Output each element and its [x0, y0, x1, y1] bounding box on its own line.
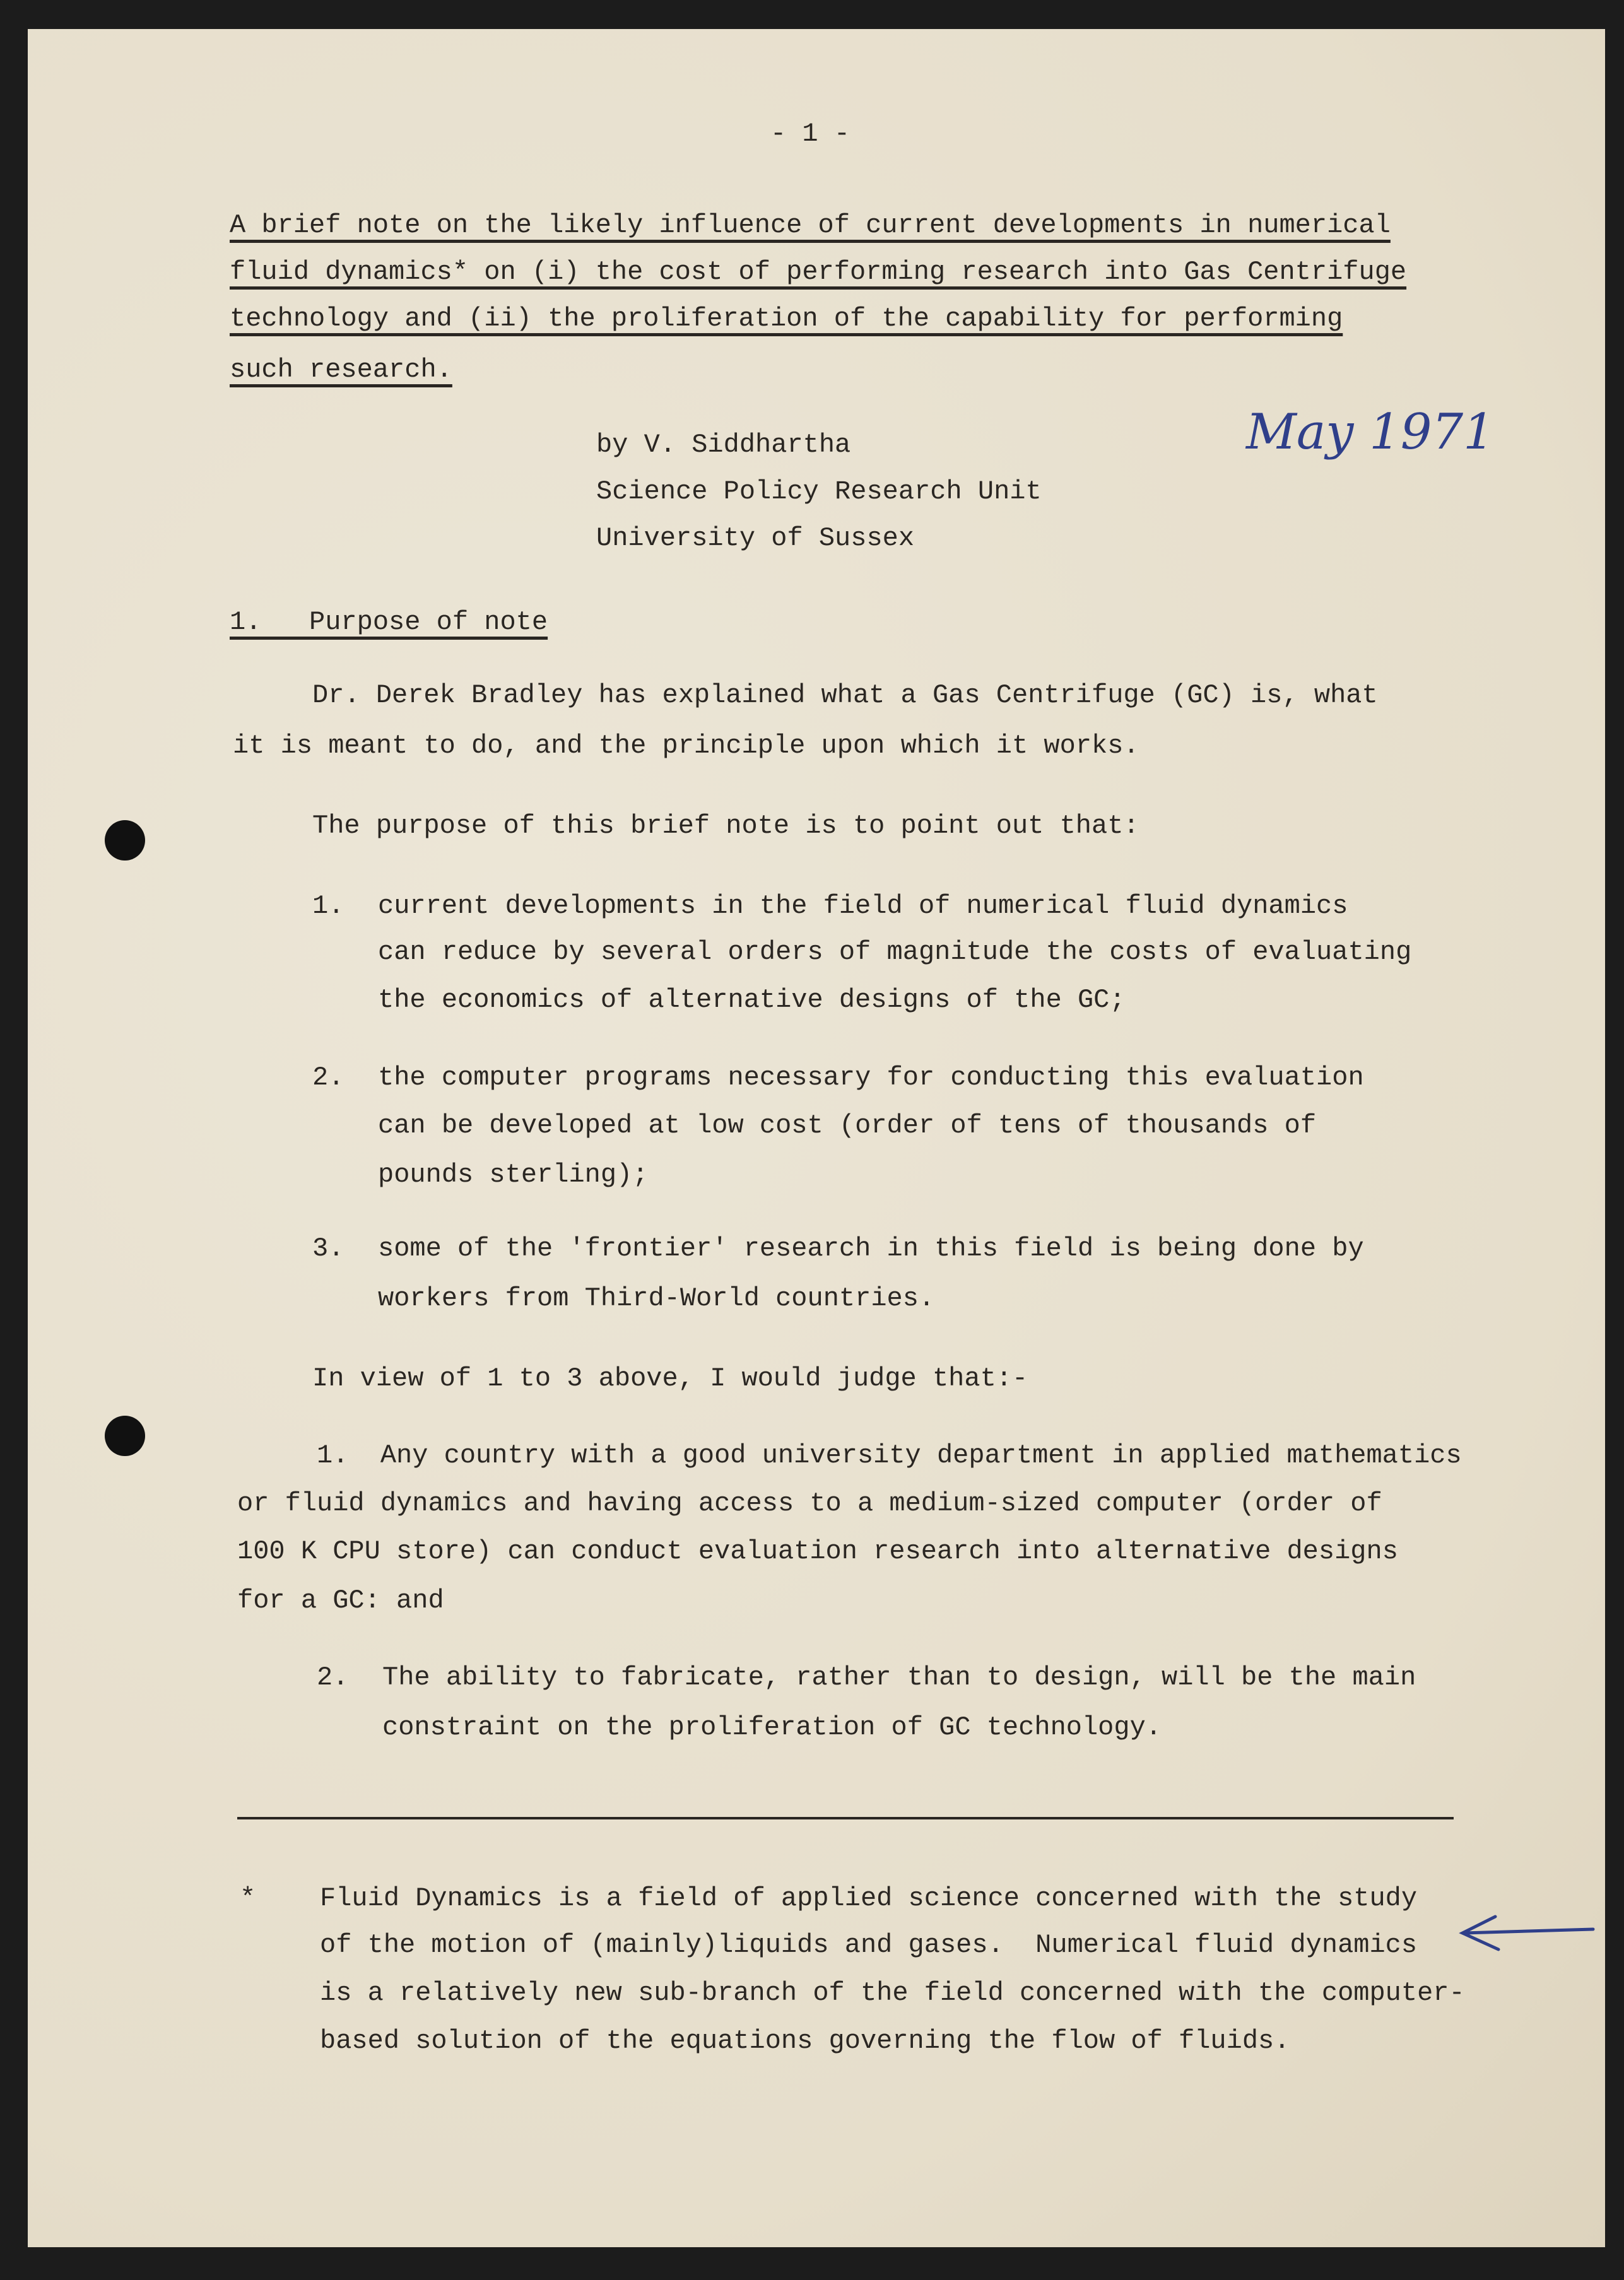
judgement-line: The ability to fabricate, rather than to design, will be the main — [382, 1662, 1416, 1693]
list-item-line: some of the 'frontier' research in this field is being done by — [378, 1233, 1364, 1264]
handwritten-arrow-icon — [1451, 1905, 1596, 1962]
list-number: 2. — [312, 1062, 344, 1093]
paragraph-line: Dr. Derek Bradley has explained what a Gas Centrifuge (GC) is, what — [312, 680, 1378, 710]
footnote-line: of the motion of (mainly)liquids and gases. Numerical fluid dynamics — [320, 1930, 1418, 1960]
list-item-line: can reduce by several orders of magnitude the costs of evaluating — [378, 937, 1412, 967]
judgement-line: 100 K CPU store) can conduct evaluation research into alternative designs — [237, 1536, 1398, 1566]
author-name: by V. Siddhartha — [596, 430, 851, 460]
judgement-line: for a GC: and — [237, 1585, 444, 1616]
title-line: such research. — [230, 355, 452, 385]
handwritten-date: May 1971 — [1246, 404, 1495, 461]
list-item-line: workers from Third-World countries. — [378, 1283, 935, 1313]
list-item-line: can be developed at low cost (order of tens of thousands of — [378, 1110, 1317, 1141]
list-number: 3. — [312, 1233, 344, 1264]
punch-hole — [105, 1416, 145, 1456]
footnote-marker: * — [240, 1883, 256, 1913]
page-number: - 1 - — [770, 119, 850, 149]
title-line: technology and (ii) the proliferation of the capability for performing — [230, 303, 1343, 334]
title-line: A brief note on the likely influence of current developments in numerical — [230, 210, 1391, 240]
list-item-line: pounds sterling); — [378, 1160, 649, 1190]
author-unit: Science Policy Research Unit — [596, 476, 1042, 507]
list-item-line: the computer programs necessary for conducting this evaluation — [378, 1062, 1364, 1093]
paragraph-line: In view of 1 to 3 above, I would judge that:- — [312, 1363, 1028, 1394]
footnote-line: is a relatively new sub-branch of the field concerned with the computer- — [320, 1978, 1465, 2008]
footnote-line: based solution of the equations governing the flow of fluids. — [320, 2026, 1290, 2056]
paragraph-line: it is meant to do, and the principle upon which it works. — [233, 731, 1139, 761]
author-university: University of Sussex — [596, 523, 915, 553]
footnote-divider — [237, 1817, 1454, 1819]
judgement-line: 1. Any country with a good university department in applied mathematics — [317, 1440, 1462, 1471]
title-line: fluid dynamics* on (i) the cost of performing research into Gas Centrifuge — [230, 257, 1407, 287]
paragraph-line: The purpose of this brief note is to point out that: — [312, 811, 1139, 841]
judgement-line: constraint on the proliferation of GC technology. — [382, 1712, 1162, 1742]
footnote-line: Fluid Dynamics is a field of applied science concerned with the study — [320, 1883, 1418, 1913]
list-item-line: the economics of alternative designs of the GC; — [378, 985, 1126, 1015]
list-number: 2. — [317, 1662, 349, 1693]
list-number: 1. — [312, 891, 344, 921]
section-heading: 1. Purpose of note — [230, 607, 548, 637]
judgement-line: or fluid dynamics and having access to a medium-sized computer (order of — [237, 1488, 1382, 1519]
list-item-line: current developments in the field of numerical fluid dynamics — [378, 891, 1348, 921]
punch-hole — [105, 820, 145, 861]
